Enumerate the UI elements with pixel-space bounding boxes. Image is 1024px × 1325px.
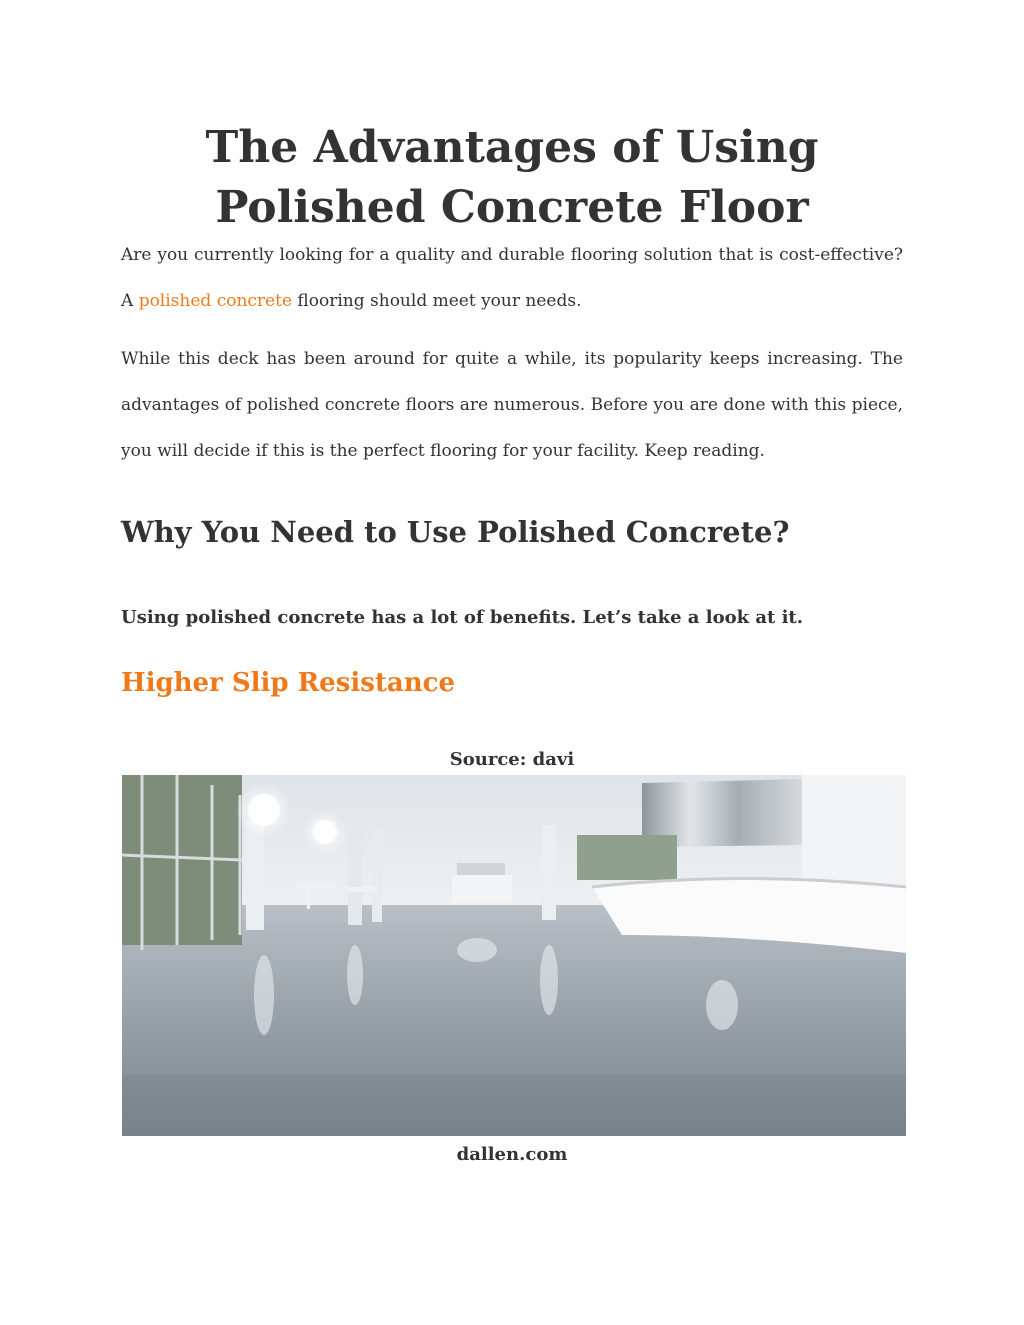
subheading-slip-resistance: Higher Slip Resistance (121, 668, 456, 698)
section-heading: Why You Need to Use Polished Concrete? (121, 515, 790, 549)
polished-concrete-link[interactable]: polished concrete (138, 291, 293, 311)
polished-concrete-floor-photo (122, 775, 906, 1136)
image-caption-top: Source: davi (449, 749, 575, 770)
body-paragraph: While this deck has been around for quite a while, its popularity keeps increasing. The advantages of polished concrete floors are numerous. Before you are done with this piece, you will decide if this is the perfect flooring for your facility. Keep reading. (121, 349, 903, 461)
intro-text-before-link: Are you currently looking for a quality and durable flooring solution that is cost-effective? A (121, 245, 903, 311)
section-lead: Using polished concrete has a lot of benefits. Let’s take a look at it. (121, 607, 803, 628)
page-title: The Advantages of Using Polished Concrete Floor (205, 122, 819, 233)
intro-paragraph (121, 232, 903, 324)
intro-text-after-link: flooring should meet your needs. (292, 291, 582, 311)
image-caption-bottom: dallen.com (456, 1144, 568, 1165)
